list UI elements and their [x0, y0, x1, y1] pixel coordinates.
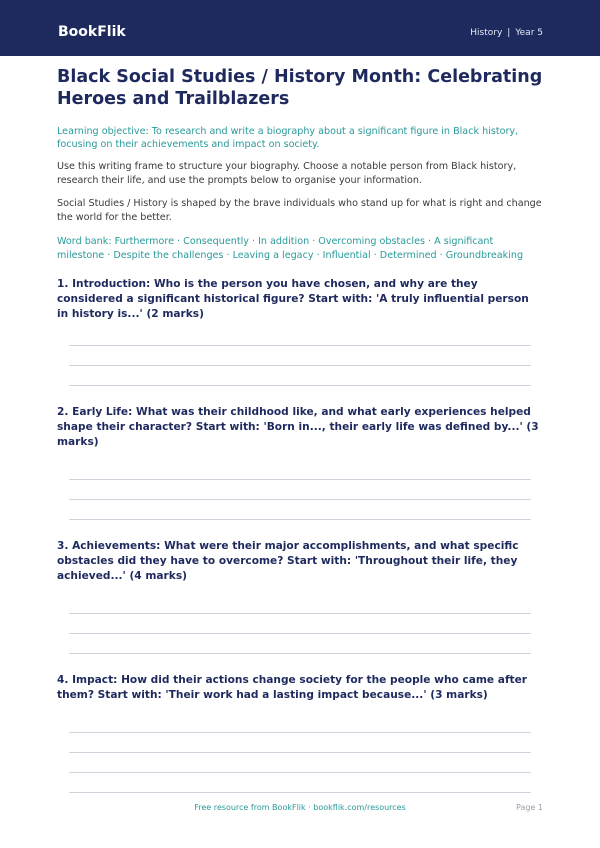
header-bar: [0, 0, 600, 56]
answer-lines-2: [69, 479, 531, 520]
word-bank: Word bank: Furthermore · Consequently · In addition · Overcoming obstacles · A significant milestone · Despite the challenges · Leaving a legacy · Influential · Determined · Groundbreaking: [57, 236, 524, 261]
question-1: 1. Introduction: Who is the person you have chosen, and why are they considered a significant historical figure? Start with: 'A truly influential person in history is...' (2 marks): [57, 278, 529, 320]
answer-line[interactable]: [69, 519, 531, 520]
brand-logo[interactable]: BookFlik: [58, 24, 126, 40]
answer-line[interactable]: [69, 752, 531, 753]
worksheet-content: [57, 66, 543, 793]
answer-line[interactable]: [69, 772, 531, 773]
answer-line[interactable]: [69, 732, 531, 733]
answer-line[interactable]: [69, 385, 531, 386]
answer-line[interactable]: [69, 365, 531, 366]
year-label: Year 5: [515, 28, 543, 38]
context-text: Social Studies / History is shaped by the brave individuals who stand up for what is right and change the world for the better.: [57, 198, 542, 223]
answer-line[interactable]: [69, 792, 531, 793]
subject-label: History: [470, 28, 503, 38]
question-4: 4. Impact: How did their actions change society for the people who came after them? Start with: 'Their work had a lasting impact because...' (3 marks): [57, 674, 528, 701]
intro-text: Use this writing frame to structure your biography. Choose a notable person from Black history, research their life, and use the prompts below to organise your information.: [57, 161, 517, 186]
answer-line[interactable]: [69, 479, 531, 480]
question-2: 2. Early Life: What was their childhood like, and what early experiences helped shape their character? Start with: 'Born in..., their early life was defined by...' (3 marks): [57, 406, 539, 448]
answer-lines-4: [69, 732, 531, 793]
question-3: 3. Achievements: What were their major accomplishments, and what specific obstacles did they have to overcome? Start with: 'Throughout their life, they achieved...' (4 marks): [57, 540, 519, 582]
answer-lines-1: [69, 345, 531, 386]
page-title: Black Social Studies / History Month: Celebrating Heroes and Trailblazers: [57, 67, 543, 109]
answer-lines-3: [69, 613, 531, 654]
answer-line[interactable]: [69, 653, 531, 654]
header-meta: [470, 28, 543, 38]
learning-objective: Learning objective: To research and write a biography about a significant figure in Black history, focusing on their achievements and impact on society.: [57, 126, 519, 150]
answer-line[interactable]: [69, 499, 531, 500]
header-separator: |: [507, 28, 511, 38]
answer-line[interactable]: [69, 345, 531, 346]
answer-line[interactable]: [69, 613, 531, 614]
footer-text[interactable]: Free resource from BookFlik · bookflik.com/resources: [194, 803, 406, 812]
page-number: Page 1: [516, 803, 543, 812]
answer-line[interactable]: [69, 633, 531, 634]
